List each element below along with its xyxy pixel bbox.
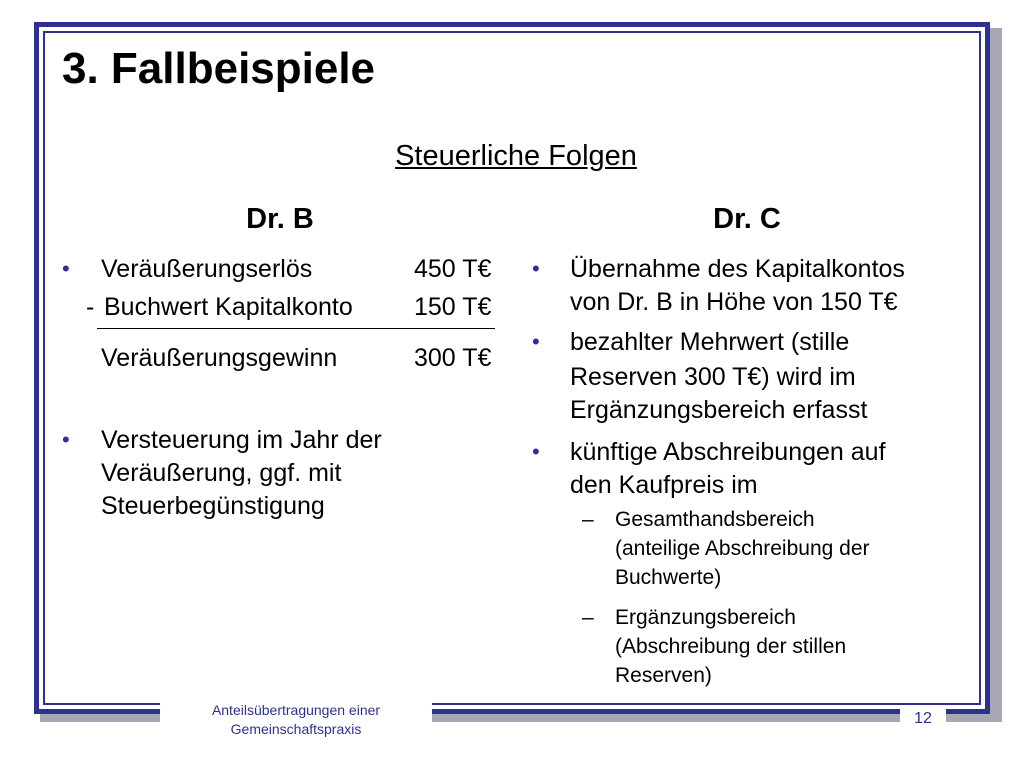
calc-row1-value: 450 T€ [414, 255, 492, 283]
right-column-heading: Dr. C [713, 203, 781, 235]
sub2-line2: (Abschreibung der stillen [615, 635, 847, 658]
slide-title: 3. Fallbeispiele [62, 44, 376, 93]
calc-sum-rule [97, 328, 495, 329]
left-column-heading: Dr. B [246, 203, 314, 235]
slide-subtitle: Steuerliche Folgen [395, 140, 637, 172]
calc-row2-label: Buchwert Kapitalkonto [104, 293, 353, 321]
right-bullet2-line2: Reserven 300 T€) wird im [570, 363, 856, 391]
sub1-line3: Buchwerte) [615, 566, 722, 589]
bullet-marker: • [532, 329, 540, 354]
right-bullet3-line2: den Kaufpreis im [570, 471, 758, 499]
footer-text [160, 701, 432, 739]
calc-row3-label: Veräußerungsgewinn [101, 344, 338, 372]
right-bullet1-line1: Übernahme des Kapitalkontos [570, 255, 905, 283]
sub1-line2: (anteilige Abschreibung der [615, 537, 870, 560]
calc-row2-value: 150 T€ [414, 293, 492, 321]
right-bullet1-line2: von Dr. B in Höhe von 150 T€ [570, 288, 898, 316]
sub1-line1: Gesamthandsbereich [615, 508, 815, 531]
footer-line1: Anteilsübertragungen einer [211, 702, 381, 718]
calc-row1-label: Veräußerungserlös [101, 255, 313, 283]
calc-row3-value: 300 T€ [414, 344, 492, 372]
calc-row2-prefix: - [86, 293, 95, 321]
left-bullet2-line1: Versteuerung im Jahr der [101, 426, 382, 454]
bullet-marker: • [532, 439, 540, 464]
footer-line2: Gemeinschaftspraxis [230, 721, 362, 737]
left-bullet2-line2: Veräußerung, ggf. mit [101, 459, 342, 487]
sub2-line1: Ergänzungsbereich [615, 606, 796, 629]
right-bullet3-line1: künftige Abschreibungen auf [570, 438, 886, 466]
right-bullet2-line1: bezahlter Mehrwert (stille [570, 328, 850, 356]
page-number: 12 [900, 707, 946, 731]
sub2-line3: Reserven) [615, 664, 712, 687]
bullet-marker: • [62, 427, 70, 452]
bullet-marker: • [62, 256, 70, 281]
sub-bullet-dash: – [582, 606, 594, 629]
sub-bullet-dash: – [582, 508, 594, 531]
bullet-marker: • [532, 256, 540, 281]
left-bullet2-line3: Steuerbegünstigung [101, 492, 325, 520]
right-bullet2-line3: Ergänzungsbereich erfasst [570, 396, 868, 424]
